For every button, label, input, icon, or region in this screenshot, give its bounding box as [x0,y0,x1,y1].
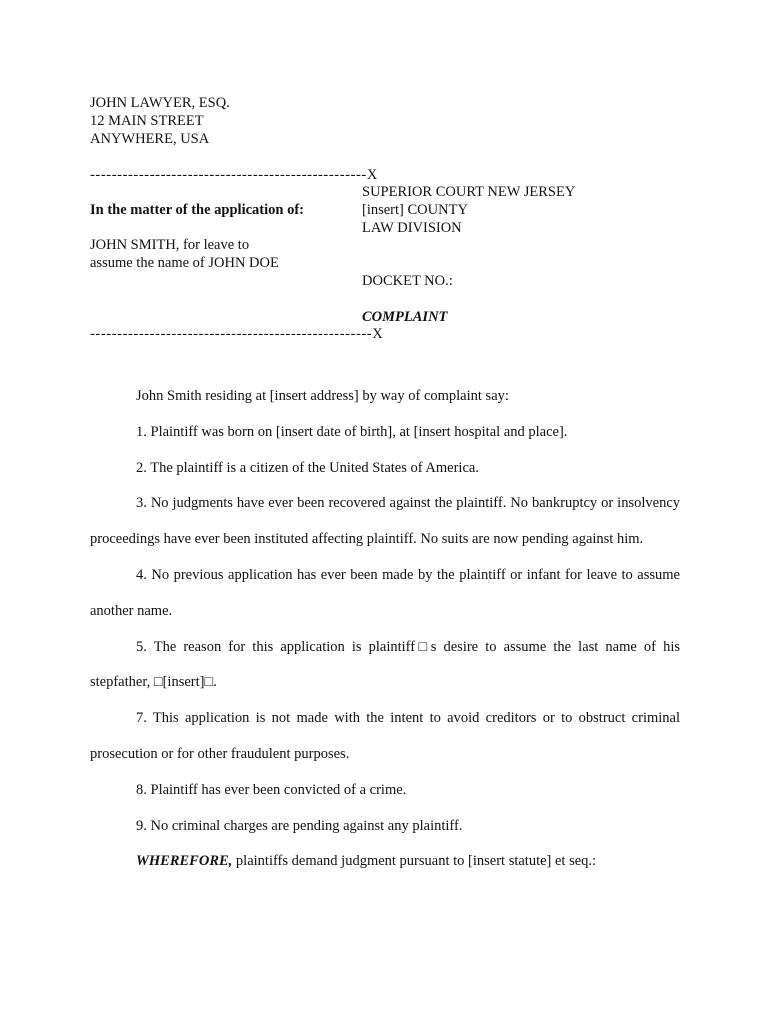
caption-top-rule: ---------------------------------------------------X [90,167,378,183]
attorney-name: JOHN LAWYER, ESQ. [90,95,230,111]
paragraph-2: 2. The plaintiff is a citizen of the United States of America. [136,459,479,476]
paragraph-5: 5. The reason for this application is plaintiff□s desire to assume the last name of his stepfather, □[insert]□. [90,638,680,691]
paragraph-3: 3. No judgments have ever been recovered against the plaintiff. No bankruptcy or insolvency proceedings have ever been instituted affecting plaintiff. No suits are now pending against him. [90,495,680,548]
court-name: SUPERIOR COURT NEW JERSEY [362,184,576,200]
attorney-city: ANYWHERE, USA [90,131,210,147]
paragraph-7: 7. This application is not made with the intent to avoid creditors or to obstruct criminal prosecution or for other fraudulent purposes. [90,710,680,762]
intro-paragraph: John Smith residing at [insert address] by way of complaint say: [136,388,509,404]
petitioner-line-2: assume the name of JOHN DOE [90,255,279,271]
attorney-street: 12 MAIN STREET [90,113,204,129]
wherefore-text: plaintiffs demand judgment pursuant to [insert statute] et seq.: [232,853,597,870]
paragraph-9: 9. No criminal charges are pending against any plaintiff. [136,817,463,834]
petitioner-line-1: JOHN SMITH, for leave to [90,237,250,253]
docket-label: DOCKET NO.: [362,273,453,289]
attorney-block [90,94,230,148]
caption-bottom-rule: ----------------------------------------------------X [90,326,384,342]
complaint-body [90,379,680,880]
document-title: COMPLAINT [362,309,448,325]
paragraph-4: 4. No previous application has ever been made by the plaintiff or infant for leave to assume another name. [90,566,680,619]
wherefore-label: WHEREFORE, [136,853,233,870]
paragraph-8: 8. Plaintiff has ever been convicted of a crime. [136,781,407,798]
petitioner-block [90,236,279,272]
court-county: [insert] COUNTY [362,202,468,218]
matter-heading: In the matter of the application of: [90,202,304,218]
court-division: LAW DIVISION [362,220,462,236]
court-block [362,183,575,237]
paragraph-1: 1. Plaintiff was born on [insert date of birth], at [insert hospital and place]. [136,423,568,440]
wherefore-paragraph [90,844,680,880]
